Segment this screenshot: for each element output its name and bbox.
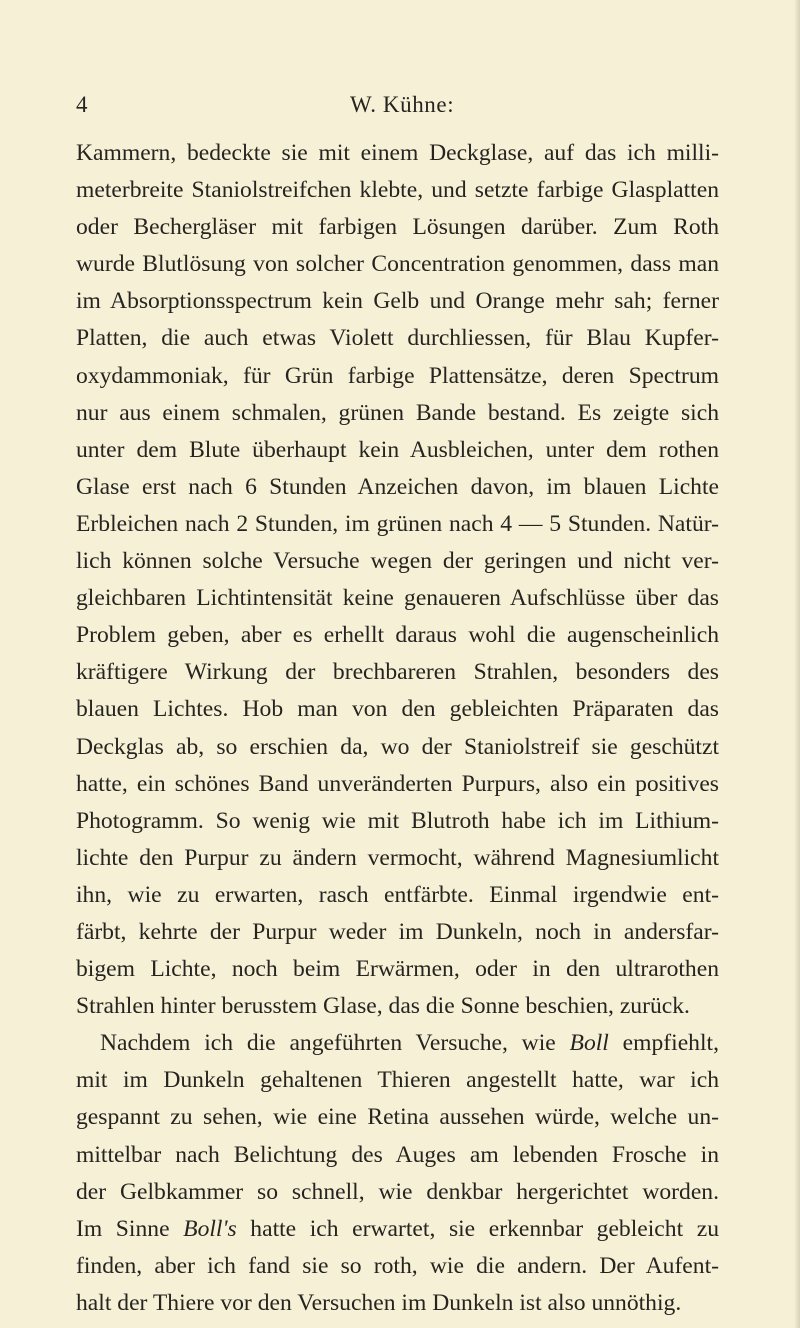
text-segment: meterbreite Staniolstreifchen klebte, und setzte farbige Glasplatten	[76, 177, 719, 204]
text-line	[76, 691, 719, 728]
text-line	[76, 320, 719, 357]
text-line	[76, 729, 719, 766]
page-number: 4	[76, 92, 88, 117]
text-line	[76, 654, 719, 691]
text-segment: gespannt zu sehen, wie eine Retina aussehen würde, welche un-	[76, 1104, 719, 1131]
text-line	[76, 914, 719, 951]
paragraph-2	[76, 1025, 719, 1322]
body-text	[76, 135, 719, 1322]
text-segment: Erbleichen nach 2 Stunden, im grünen nach 4 — 5 Stunden. Natür-	[76, 510, 719, 537]
text-line	[76, 766, 719, 803]
text-segment: blauen Lichtes. Hob man von den gebleichten Präparaten das	[76, 696, 719, 723]
text-segment: Problem geben, aber es erhellt daraus wohl die augenscheinlich	[76, 622, 719, 649]
text-line	[76, 1025, 719, 1062]
text-segment: ihn, wie zu erwarten, rasch entfärbte. Einmal irgendwie ent-	[76, 881, 719, 908]
italic-name: Boll's	[183, 1215, 237, 1242]
text-segment: hatte, ein schönes Band unveränderten Purpurs, also ein positives	[76, 770, 719, 797]
text-segment: Strahlen hinter berusstem Glase, das die Sonne beschien, zurück.	[76, 993, 690, 1020]
text-line	[76, 358, 719, 395]
text-segment: nur aus einem schmalen, grünen Bande bestand. Es zeigte sich	[76, 399, 719, 426]
text-line	[76, 469, 719, 506]
text-line	[76, 172, 719, 209]
text-segment: Nachdem ich die angeführten Versuche, wie	[100, 1030, 570, 1057]
text-segment: Im Sinne	[76, 1215, 184, 1242]
text-line	[76, 283, 719, 320]
text-segment: Photogramm. So wenig wie mit Blutroth habe ich im Lithium-	[76, 807, 719, 834]
text-segment: oder Bechergläser mit farbigen Lösungen darüber. Zum Roth	[76, 214, 719, 241]
text-line	[76, 988, 719, 1025]
text-line	[76, 1211, 719, 1248]
text-segment: finden, aber ich fand sie so roth, wie die andern. Der Aufent-	[76, 1252, 719, 1279]
text-line	[76, 1062, 719, 1099]
text-segment: halt der Thiere vor den Versuchen im Dunkeln ist also unnöthig.	[76, 1289, 682, 1316]
text-segment: der Gelbkammer so schnell, wie denkbar hergerichtet worden.	[76, 1178, 719, 1205]
text-line	[76, 840, 719, 877]
text-line	[76, 1285, 719, 1322]
text-segment: färbt, kehrte der Purpur weder im Dunkeln, noch in andersfar-	[76, 918, 719, 945]
text-segment: empfiehlt,	[608, 1030, 719, 1057]
text-line	[76, 580, 719, 617]
text-segment: lichte den Purpur zu ändern vermocht, während Magnesiumlicht	[76, 844, 719, 871]
text-line	[76, 543, 719, 580]
text-segment: gleichbaren Lichtintensität keine genaueren Aufschlüsse über das	[76, 585, 719, 612]
text-line	[76, 1137, 719, 1174]
text-line	[76, 803, 719, 840]
text-line	[76, 1248, 719, 1285]
text-line	[76, 432, 719, 469]
italic-name: Boll	[569, 1030, 609, 1057]
text-segment: oxydammoniak, für Grün farbige Plattensätze, deren Spectrum	[76, 362, 719, 389]
text-segment: unter dem Blute überhaupt kein Ausbleichen, unter dem rothen	[76, 436, 719, 463]
text-line	[76, 951, 719, 988]
text-segment: Kammern, bedeckte sie mit einem Deckglase, auf das ich milli-	[76, 140, 719, 166]
text-segment: Platten, die auch etwas Violett durchliessen, für Blau Kupfer-	[76, 325, 719, 352]
text-line	[76, 209, 719, 246]
running-head: W. Kühne:	[350, 92, 455, 117]
text-line	[76, 506, 719, 543]
text-segment: mit im Dunkeln gehaltenen Thieren angestellt hatte, war ich	[76, 1067, 719, 1094]
text-segment: lich können solche Versuche wegen der geringen und nicht ver-	[76, 548, 719, 575]
text-line	[76, 877, 719, 914]
text-segment: Deckglas ab, so erschien da, wo der Staniolstreif sie geschützt	[76, 733, 719, 760]
text-line	[76, 246, 719, 283]
text-segment: Glase erst nach 6 Stunden Anzeichen davon, im blauen Lichte	[76, 473, 719, 500]
text-segment: hatte ich erwartet, sie erkennbar gebleicht zu	[236, 1215, 719, 1242]
text-line	[76, 395, 719, 432]
text-line	[76, 617, 719, 654]
text-segment: im Absorptionsspectrum kein Gelb und Orange mehr sah; ferner	[76, 288, 719, 315]
text-segment: bigem Lichte, noch beim Erwärmen, oder in den ultrarothen	[76, 956, 719, 983]
text-segment: wurde Blutlösung von solcher Concentration genommen, dass man	[76, 251, 719, 278]
text-segment: mittelbar nach Belichtung des Auges am lebenden Frosche in	[76, 1141, 719, 1168]
text-line	[76, 1174, 719, 1211]
page-header	[76, 88, 716, 122]
paragraph-1	[76, 135, 719, 1025]
page-edge-shadow	[794, 0, 800, 1328]
text-line	[76, 135, 719, 172]
text-line	[76, 1099, 719, 1136]
text-segment: kräftigere Wirkung der brechbareren Strahlen, besonders des	[76, 659, 719, 686]
